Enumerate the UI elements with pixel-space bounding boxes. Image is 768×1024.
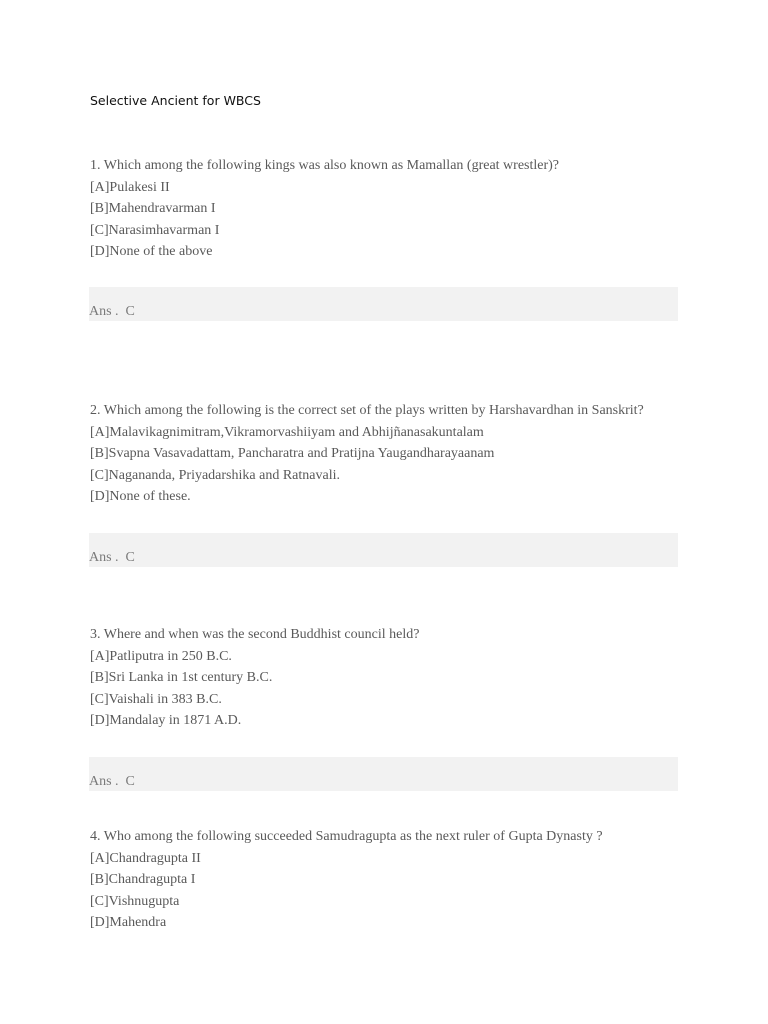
answer-bar-3	[89, 757, 678, 791]
option-b: [B]Chandragupta I	[90, 872, 196, 887]
question-block-1	[90, 155, 559, 263]
question-block-2	[90, 400, 644, 508]
option-c: [C]Narasimhavarman I	[90, 222, 220, 238]
option-c: [C]Vaishali in 383 B.C.	[90, 691, 222, 707]
option-c: [C]Vishnugupta	[90, 893, 180, 909]
option-a: [A]Patliputra in 250 B.C.	[90, 648, 232, 664]
question-text: 3. Where and when was the second Buddhist council held?	[90, 627, 420, 642]
option-d: [D]None of the above	[90, 244, 213, 259]
answer-text: Ans . C	[89, 304, 135, 319]
answer-bar-1	[89, 287, 678, 321]
answer-text: Ans . C	[89, 774, 135, 789]
option-b: [B]Svapna Vasavadattam, Pancharatra and Pratijna Yaugandharayaanam	[90, 446, 495, 461]
option-a: [A]Chandragupta II	[90, 850, 201, 866]
option-b: [B]Mahendravarman I	[90, 201, 216, 216]
option-b: [B]Sri Lanka in 1st century B.C.	[90, 670, 273, 685]
question-text: 2. Which among the following is the correct set of the plays written by Harshavardhan in Sanskrit?	[90, 403, 644, 418]
option-a: [A]Malavikagnimitram,Vikramorvashiiyam and Abhijñanasakuntalam	[90, 424, 484, 440]
document-title: Selective Ancient for WBCS	[90, 93, 261, 108]
option-d: [D]Mahendra	[90, 915, 167, 930]
option-d: [D]None of these.	[90, 489, 191, 504]
option-c: [C]Nagananda, Priyadarshika and Ratnavali.	[90, 467, 340, 483]
question-text: 1. Which among the following kings was also known as Mamallan (great wrestler)?	[90, 158, 560, 173]
question-text: 4. Who among the following succeeded Samudragupta as the next ruler of Gupta Dynasty ?	[90, 829, 603, 844]
answer-bar-2	[89, 533, 678, 567]
option-d: [D]Mandalay in 1871 A.D.	[90, 713, 242, 728]
question-block-4	[90, 826, 603, 934]
answer-text: Ans . C	[89, 550, 135, 565]
option-a: [A]Pulakesi II	[90, 179, 170, 195]
question-block-3	[90, 624, 419, 732]
